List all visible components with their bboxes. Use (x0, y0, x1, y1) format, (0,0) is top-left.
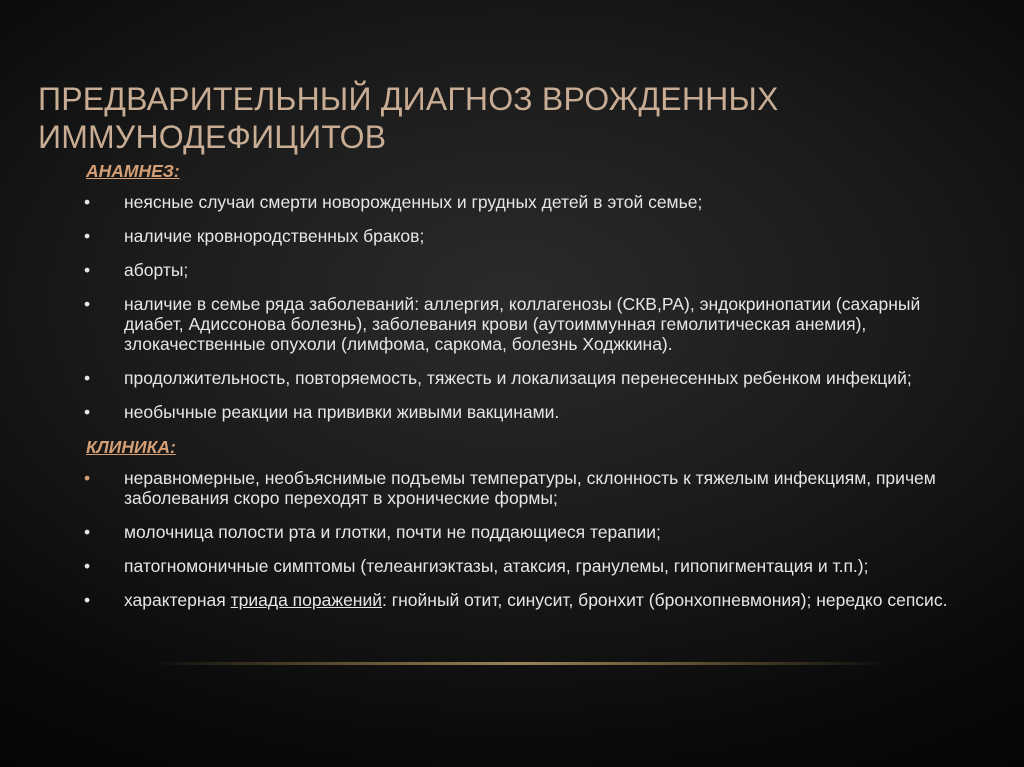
list-item-text: продолжительность, повторяемость, тяжесть и локализация перенесенных ребенком инфекций; (124, 368, 912, 388)
list-item (84, 590, 984, 610)
list-item-text (124, 590, 947, 610)
list-item-text-prefix: характерная (124, 590, 231, 610)
anamnesis-list (84, 192, 984, 422)
bullet-icon: • (84, 402, 91, 422)
list-item (84, 192, 984, 212)
list-item (84, 522, 984, 542)
list-item-text: аборты; (124, 260, 189, 280)
list-item-text-underlined: триада поражений (230, 590, 383, 610)
list-item-text: патогномоничные симптомы (телеангиэктазы, атаксия, гранулемы, гипопигментация и т.п.); (124, 556, 869, 576)
list-item (84, 402, 984, 422)
section-heading-clinic: КЛИНИКА: (86, 437, 176, 457)
list-item-text: неравномерные, необъяснимые подъемы температуры, склонность к тяжелым инфекциям, причем заболевания скоро переходят в хронические формы; (124, 468, 936, 508)
bullet-icon: • (84, 468, 91, 488)
slide-title-line-2: ИММУНОДЕФИЦИТОВ (38, 119, 387, 155)
clinic-list (84, 468, 984, 610)
slide-title-line-1: ПРЕДВАРИТЕЛЬНЫЙ ДИАГНОЗ ВРОЖДЕННЫХ (38, 81, 779, 117)
bullet-icon: • (84, 294, 91, 314)
list-item-text: молочница полости рта и глотки, почти не поддающиеся терапии; (124, 522, 661, 542)
list-item-text: необычные реакции на прививки живыми вакцинами. (124, 402, 560, 422)
list-item (84, 556, 984, 576)
list-item-text: наличие кровнородственных браков; (124, 226, 425, 246)
bullet-icon: • (84, 226, 91, 246)
list-item (84, 226, 984, 246)
bullet-icon: • (84, 260, 91, 280)
list-item (84, 468, 984, 508)
list-item (84, 260, 984, 280)
list-item (84, 368, 984, 388)
bullet-icon: • (84, 368, 91, 388)
list-item-text-suffix: : гнойный отит, синусит, бронхит (бронхопневмония); нередко сепсис. (382, 590, 948, 610)
section-heading-anamnesis: АНАМНЕЗ: (86, 161, 180, 181)
bullet-icon: • (84, 192, 91, 212)
list-item-text: неясные случаи смерти новорожденных и грудных детей в этой семье; (124, 192, 703, 212)
list-item (84, 294, 984, 354)
decorative-divider (150, 662, 890, 665)
slide-title (38, 80, 898, 156)
bullet-icon: • (84, 556, 91, 576)
slide-content (84, 160, 984, 624)
bullet-icon: • (84, 590, 91, 610)
bullet-icon: • (84, 522, 91, 542)
list-item-text: наличие в семье ряда заболеваний: аллергия, коллагенозы (СКВ,РА), эндокринопатии (сахарный диабет, Адиссонова болезнь), заболевания крови (аутоиммунная гемолитическая анемия), злокачественные опухоли (лимфома, саркома, болезнь Ходжкина). (124, 294, 921, 354)
